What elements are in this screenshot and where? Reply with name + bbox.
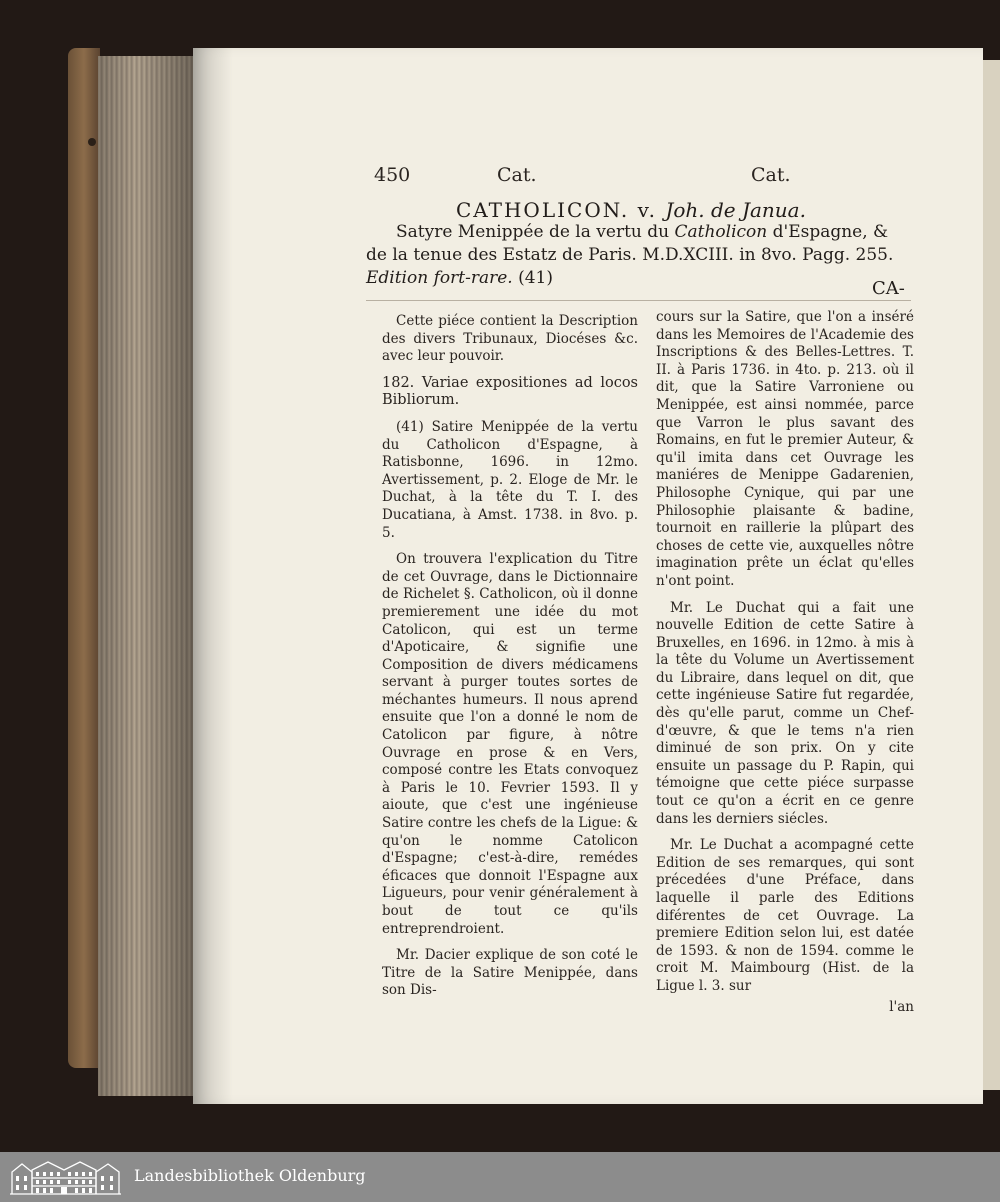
next-page-edge — [983, 60, 1000, 1090]
entry-line-1-a: Satyre Menippée de la vertu du — [396, 222, 675, 242]
entry-line-1-italic: Catholicon — [674, 222, 768, 242]
entry-title-ref: v. — [637, 198, 657, 222]
separator-rule — [366, 300, 911, 301]
entry-line-3 — [366, 268, 553, 288]
left-paragraph-2: 182. Variae expositiones ad locos Bibliorum. — [382, 374, 638, 409]
entry-line-1 — [396, 222, 888, 242]
entry-title-ref-italic: Joh. de Janua. — [665, 198, 806, 222]
footer-bar — [0, 1152, 1000, 1202]
left-paragraph-5: Mr. Dacier explique de son coté le Titre de la Satire Menippée, dans son Dis- — [382, 947, 638, 999]
right-column — [656, 309, 914, 1025]
left-paragraph-4: On trouvera l'explication du Titre de cet Ouvrage, dans le Dictionnaire de Richelet §. Catholicon, où il donne premierement une idée du mot Catolicon, qui est un terme d'Apoticaire, & signifie une Composition de divers médicamens servant à purger toutes sortes de méchantes humeurs. Il nous aprend ensuite que l'on a donné le nom de Catolicon par figure, à nôtre Ouvrage en prose & en Vers, composé contre les Etats convoquez à Paris le 10. Fevrier 1593. Il y aioute, que c'est une ingénieuse Satire contre les chefs de la Ligue: & qu'on le nomme Catolicon d'Espagne; c'est-à-dire, remédes éficaces que donnoit l'Espagne aux Ligueurs, pour venir généralement à bout de tout ce qu'ils entreprendroient. — [382, 551, 638, 937]
entry-title — [456, 198, 806, 222]
left-paragraph-3: (41) Satire Menippée de la vertu du Catholicon d'Espagne, à Ratisbonne, 1696. in 12mo. Avertissement, p. 2. Eloge de Mr. le Duchat, à la tête du T. I. des Ducatiana, à Amst. 1738. in 8vo. p. 5. — [382, 418, 638, 541]
left-paragraph-1: Cette piéce contient la Description des divers Tribunaux, Diocéses &c. avec leur pouvoir. — [382, 313, 638, 365]
right-paragraph-3: Mr. Le Duchat a acompagné cette Edition de ses remarques, qui sont précedées d'une Préface, dans laquelle il parle des Editions diférentes de cet Ouvrage. La premiere Edition selon lui, est datée de 1593. & non de 1594. comme le croit M. Maimbourg (Hist. de la Ligue l. 3. sur — [656, 837, 914, 994]
entry-title-main: CATHOLICON. — [456, 198, 630, 222]
left-column — [382, 313, 638, 1009]
entry-line-2: de la tenue des Estatz de Paris. M.D.XCIII. in 8vo. Pagg. 255. — [366, 245, 894, 265]
running-head-right: Cat. — [751, 164, 791, 186]
entry-line-3-b: (41) — [512, 268, 553, 288]
library-name[interactable]: Landesbibliothek Oldenburg — [134, 1166, 366, 1185]
library-building-icon — [8, 1158, 123, 1196]
spine-mark — [88, 138, 96, 146]
right-paragraph-2: Mr. Le Duchat qui a fait une nouvelle Edition de cette Satire à Bruxelles, en 1696. in 12mo. à mis à la tête du Volume un Avertissement du Libraire, dans lequel on dit, que cette ingénieuse Satire fut regardée, dès qu'elle parut, comme un Chef-d'œuvre, & que le tems n'a rien diminué de son prix. On y cite ensuite un passage du P. Rapin, qui témoigne que cette piéce surpasse tout ce qu'on a écrit en ce genre dans les derniers siécles. — [656, 599, 914, 827]
right-paragraph-4: l'an — [889, 998, 914, 1015]
entry-line-3-italic: Edition fort-rare. — [366, 268, 513, 288]
page-edges — [98, 56, 194, 1096]
running-head-left: Cat. — [497, 164, 537, 186]
catchword: CA- — [872, 278, 905, 299]
entry-line-1-b: d'Espagne, & — [767, 222, 889, 242]
page-number: 450 — [374, 164, 411, 186]
book-spine — [68, 48, 100, 1068]
right-paragraph-1: cours sur la Satire, que l'on a inséré dans les Memoires de l'Academie des Inscriptions & des Belles-Lettres. T. II. à Paris 1736. in 4to. p. 213. où il dit, que la Satire Varroniene ou Menippée, est ainsi nommée, parce que Varron le plus savant des Romains, en fut le premier Auteur, & qu'il imita dans cet Ouvrage les maniéres de Menippe Gadarenien, Philosophe Cynique, qui par une Philosophie plaisante & badine, tournoit en raillerie la plûpart des choses de cette vie, auxquelles nôtre imagination prête un éclat qu'elles n'ont point. — [656, 309, 914, 589]
